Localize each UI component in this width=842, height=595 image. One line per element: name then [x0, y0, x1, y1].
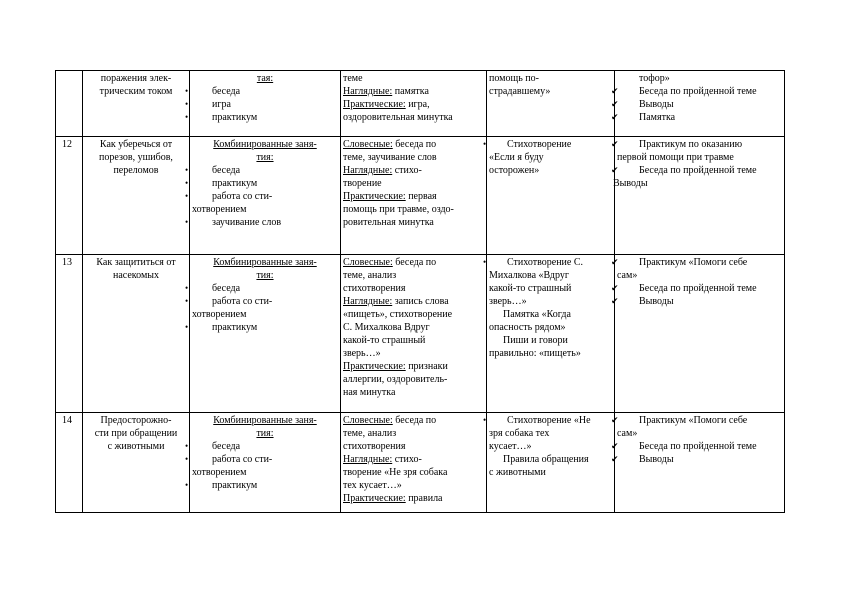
- list-item: • работа со сти-: [192, 190, 338, 203]
- list-item: • работа со сти-: [192, 295, 338, 308]
- lesson-forms: [190, 71, 341, 137]
- table-row: [56, 137, 785, 255]
- lesson-number: 13: [56, 255, 83, 413]
- lesson-topic: поражения элек- трическим током: [83, 71, 190, 137]
- table-row: [56, 71, 785, 137]
- lesson-methods: теме Наглядные: памятка Практические: игра, оздоровительная минутка: [341, 71, 487, 137]
- table-row: [56, 413, 785, 513]
- list-item: ✔ Памятка: [617, 111, 782, 124]
- lesson-number: 14: [56, 413, 83, 513]
- lesson-results: ✔ Практикум «Помоги себе сам» ✔ Беседа по пройденной теме ✔ Выводы: [615, 413, 785, 513]
- list-item: • практикум: [192, 111, 338, 124]
- lesson-methods: Словесные: беседа по теме, анализ стихотворения Наглядные: стихо- творение «Не зря собака тех кусает…» Практические: правила: [341, 413, 487, 513]
- list-item: ✔ Беседа по пройденной теме: [617, 440, 782, 453]
- lesson-materials: • Стихотворение «Если я буду осторожен»: [487, 137, 615, 255]
- lesson-results: ✔ Практикум «Помоги себе сам» ✔ Беседа по пройденной теме ✔ Выводы: [615, 255, 785, 413]
- list-item: • игра: [192, 98, 338, 111]
- lesson-results: тофор» ✔ Беседа по пройденной теме ✔ Выводы ✔ Памятка: [615, 71, 785, 137]
- list-item: ✔ Выводы: [617, 98, 782, 111]
- forms-title: Комбинированные заня- тия:: [213, 257, 317, 281]
- list-item: ✔ Практикум по оказанию: [617, 138, 782, 151]
- list-item: • беседа: [192, 85, 338, 98]
- list-item: • заучивание слов: [192, 216, 338, 229]
- list-item: ✔ Беседа по пройденной теме: [617, 85, 782, 98]
- lesson-number: [56, 71, 83, 137]
- table-row: [56, 255, 785, 413]
- list-item: ✔ Практикум «Помоги себе: [617, 414, 782, 427]
- list-item: ✔ Практикум «Помоги себе: [617, 256, 782, 269]
- list-item: ✔ Беседа по пройденной теме: [617, 282, 782, 295]
- list-item: • беседа: [192, 440, 338, 453]
- list-item: • Стихотворение: [489, 138, 612, 151]
- lesson-materials: • Стихотворение С. Михалкова «Вдруг какой-то страшный зверь…» Памятка «Когда опасность рядом» Пиши и говори правильно: «пищеть»: [487, 255, 615, 413]
- lesson-methods: Словесные: беседа по теме, заучивание слов Наглядные: стихо- творение Практические: первая помощь при травме, оздо- ровительная минутка: [341, 137, 487, 255]
- list-item: • работа со сти-: [192, 453, 338, 466]
- lesson-topic: Предосторожно- сти при обращении с животными: [83, 413, 190, 513]
- forms-title: тая:: [256, 73, 274, 84]
- forms-title: Комбинированные заня- тия:: [213, 139, 317, 163]
- forms-title: Комбинированные заня- тия:: [213, 415, 317, 439]
- lesson-plan-table: [55, 70, 785, 513]
- lesson-topic: Как уберечься от порезов, ушибов, переломов: [83, 137, 190, 255]
- list-item: ✔ Беседа по пройденной теме: [617, 164, 782, 177]
- lesson-forms: Комбинированные заня- тия: • беседа • работа со сти- хотворением • практикум: [190, 413, 341, 513]
- lesson-methods: Словесные: беседа по теме, анализ стихотворения Наглядные: запись слова «пищеть», стихотворение С. Михалкова Вдруг какой-то страшный зверь…» Практические: признаки аллергии, оздоровитель- ная минутка: [341, 255, 487, 413]
- lesson-results: ✔ Практикум по оказанию первой помощи при травме ✔ Беседа по пройденной теме Выводы: [615, 137, 785, 255]
- list-item: • практикум: [192, 177, 338, 190]
- list-item: ✔ Выводы: [617, 453, 782, 466]
- list-item: • Стихотворение «Не: [489, 414, 612, 427]
- list-item: • практикум: [192, 321, 338, 334]
- list-item: • Стихотворение С.: [489, 256, 612, 269]
- list-item: ✔ Выводы: [617, 295, 782, 308]
- list-item: • беседа: [192, 164, 338, 177]
- lesson-topic: Как защититься от насекомых: [83, 255, 190, 413]
- lesson-forms: Комбинированные заня- тия: • беседа • практикум • работа со сти- хотворением • заучивание слов: [190, 137, 341, 255]
- lesson-number: 12: [56, 137, 83, 255]
- list-item: • практикум: [192, 479, 338, 492]
- lesson-materials: помощь по- страдавшему»: [487, 71, 615, 137]
- list-item: • беседа: [192, 282, 338, 295]
- lesson-materials: • Стихотворение «Не зря собака тех кусает…» Правила обращения с животными: [487, 413, 615, 513]
- lesson-forms: Комбинированные заня- тия: • беседа • работа со сти- хотворением • практикум: [190, 255, 341, 413]
